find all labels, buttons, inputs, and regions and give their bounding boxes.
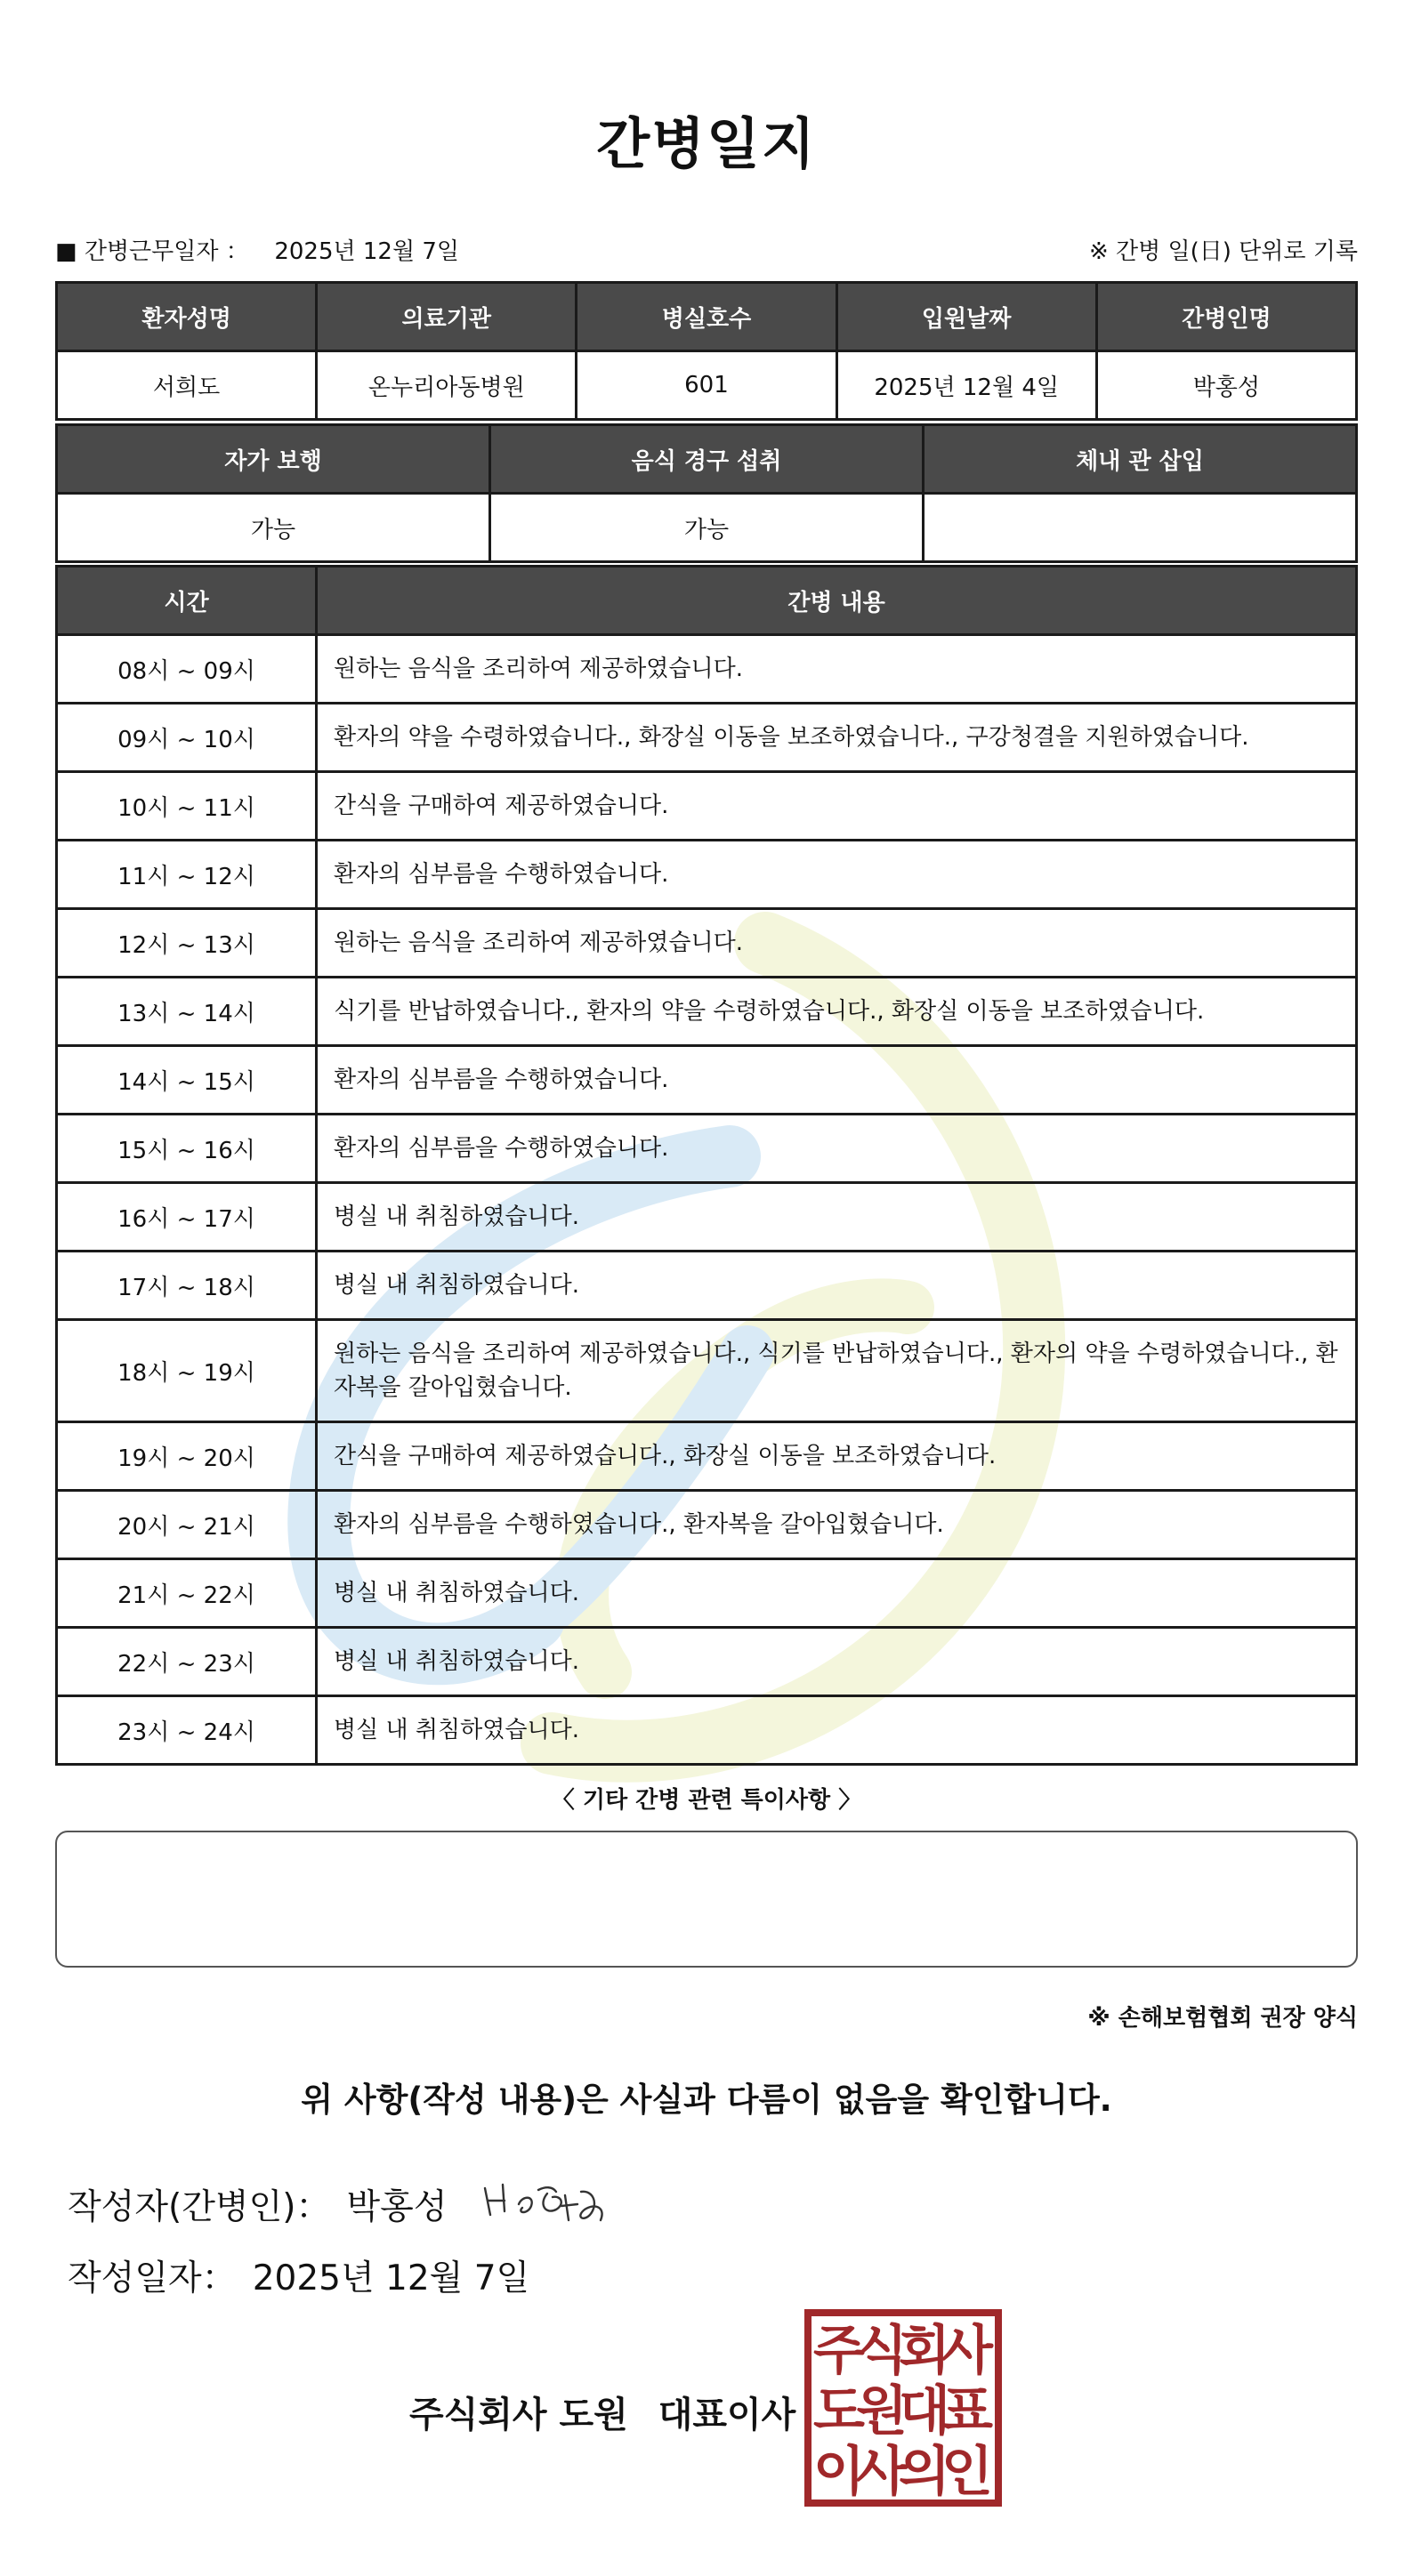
written-date-line xyxy=(68,2250,529,2300)
log-time: 12시 ~ 13시 xyxy=(57,909,317,978)
ability-value-row xyxy=(57,494,1357,562)
care-log-table xyxy=(55,565,1358,1766)
header-time: 시간 xyxy=(57,567,317,635)
patient-name: 서희도 xyxy=(57,351,317,420)
log-row xyxy=(57,1115,1357,1183)
log-row xyxy=(57,704,1357,772)
log-row xyxy=(57,772,1357,841)
header-patient-name: 환자성명 xyxy=(57,283,317,351)
header-caregiver: 간병인명 xyxy=(1096,283,1356,351)
svg-text:도: 도 xyxy=(813,2380,865,2443)
log-content: 병실 내 취침하였습니다. xyxy=(317,1252,1357,1320)
log-time: 18시 ~ 19시 xyxy=(57,1320,317,1422)
unit-note: ※ 간병 일(日) 단위로 기록 xyxy=(1088,238,1358,265)
log-time: 14시 ~ 15시 xyxy=(57,1046,317,1115)
log-content: 식기를 반납하였습니다., 환자의 약을 수령하였습니다., 화장실 이동을 보조하였습니다. xyxy=(317,978,1357,1046)
log-content: 간식을 구매하여 제공하였습니다. xyxy=(317,772,1357,841)
author-line xyxy=(68,2179,448,2229)
company-name: 주식회사 도원 xyxy=(409,2395,628,2435)
patient-info-table xyxy=(55,281,1358,421)
log-row xyxy=(57,978,1357,1046)
log-row xyxy=(57,1252,1357,1320)
log-content: 환자의 심부름을 수행하였습니다. xyxy=(317,841,1357,909)
confirmation-statement: 위 사항(작성 내용)은 사실과 다름이 없음을 확인합니다. xyxy=(301,2081,1112,2119)
log-time: 19시 ~ 20시 xyxy=(57,1422,317,1491)
log-time: 11시 ~ 12시 xyxy=(57,841,317,909)
log-time: 09시 ~ 10시 xyxy=(57,704,317,772)
svg-text:주: 주 xyxy=(813,2320,865,2382)
log-header-row xyxy=(57,567,1357,635)
log-row xyxy=(57,841,1357,909)
work-date xyxy=(55,233,459,266)
recommended-form-note: ※ 손해보험협회 권장 양식 xyxy=(1087,2005,1358,2032)
log-time: 13시 ~ 14시 xyxy=(57,978,317,1046)
svg-text:사: 사 xyxy=(856,2441,908,2503)
svg-text:대: 대 xyxy=(899,2380,950,2443)
ability-header-row xyxy=(57,425,1357,494)
patient-value-row xyxy=(57,351,1357,420)
notes-title: 〈 기타 간병 관련 특이사항 〉 xyxy=(551,1787,862,1814)
log-content: 원하는 음식을 조리하여 제공하였습니다. xyxy=(317,635,1357,704)
header-oral-intake: 음식 경구 섭취 xyxy=(490,425,924,494)
log-row xyxy=(57,1320,1357,1422)
header-hospital: 의료기관 xyxy=(317,283,577,351)
log-time: 23시 ~ 24시 xyxy=(57,1696,317,1765)
log-row xyxy=(57,1696,1357,1765)
svg-text:표: 표 xyxy=(941,2380,993,2443)
log-content: 병실 내 취침하였습니다. xyxy=(317,1696,1357,1765)
log-time: 21시 ~ 22시 xyxy=(57,1559,317,1628)
log-row xyxy=(57,1491,1357,1559)
work-date-value: 2025년 12월 7일 xyxy=(274,238,459,265)
company-signature xyxy=(409,2387,795,2437)
log-time: 10시 ~ 11시 xyxy=(57,772,317,841)
log-row xyxy=(57,1628,1357,1696)
svg-text:사: 사 xyxy=(941,2320,993,2382)
log-time: 20시 ~ 21시 xyxy=(57,1491,317,1559)
author-name: 박홍성 xyxy=(346,2187,448,2227)
handwritten-signature xyxy=(476,2169,618,2240)
room-number: 601 xyxy=(577,351,836,420)
svg-text:이: 이 xyxy=(813,2441,865,2503)
log-content: 환자의 약을 수령하였습니다., 화장실 이동을 보조하였습니다., 구강청결을 지원하였습니다. xyxy=(317,704,1357,772)
svg-text:의: 의 xyxy=(899,2441,950,2503)
patient-header-row xyxy=(57,283,1357,351)
svg-text:식: 식 xyxy=(856,2320,908,2382)
patient-ability-table xyxy=(55,423,1358,563)
header-tube-insertion: 체내 관 삽입 xyxy=(924,425,1357,494)
company-seal xyxy=(803,2308,1003,2508)
log-row xyxy=(57,635,1357,704)
log-row xyxy=(57,1422,1357,1491)
tube-insertion-value xyxy=(924,494,1357,562)
header-self-walking: 자가 보행 xyxy=(57,425,490,494)
svg-text:인: 인 xyxy=(941,2441,993,2503)
log-content: 환자의 심부름을 수행하였습니다. xyxy=(317,1046,1357,1115)
log-content: 병실 내 취침하였습니다. xyxy=(317,1559,1357,1628)
log-content: 간식을 구매하여 제공하였습니다., 화장실 이동을 보조하였습니다. xyxy=(317,1422,1357,1491)
notes-box xyxy=(55,1831,1358,1968)
self-walking-value: 가능 xyxy=(57,494,490,562)
log-content: 환자의 심부름을 수행하였습니다. xyxy=(317,1115,1357,1183)
header-care-content: 간병 내용 xyxy=(317,567,1357,635)
admission-date: 2025년 12월 4일 xyxy=(836,351,1096,420)
author-label: 작성자(간병인)： xyxy=(68,2187,331,2227)
work-date-label: ■ 간병근무일자 ： xyxy=(55,238,249,265)
log-content: 병실 내 취침하였습니다. xyxy=(317,1628,1357,1696)
svg-text:원: 원 xyxy=(856,2380,908,2443)
log-row xyxy=(57,1559,1357,1628)
header-admission-date: 입원날짜 xyxy=(836,283,1096,351)
page-title: 간병일지 xyxy=(596,111,817,176)
written-date-label: 작성일자： xyxy=(68,2258,237,2298)
header-room: 병실호수 xyxy=(577,283,836,351)
log-time: 15시 ~ 16시 xyxy=(57,1115,317,1183)
log-content: 원하는 음식을 조리하여 제공하였습니다. xyxy=(317,909,1357,978)
log-time: 08시 ~ 09시 xyxy=(57,635,317,704)
caregiver-name: 박홍성 xyxy=(1096,351,1356,420)
care-log-rows xyxy=(57,635,1357,1765)
log-content: 환자의 심부름을 수행하였습니다., 환자복을 갈아입혔습니다. xyxy=(317,1491,1357,1559)
log-time: 17시 ~ 18시 xyxy=(57,1252,317,1320)
log-content: 원하는 음식을 조리하여 제공하였습니다., 식기를 반납하였습니다., 환자의 약을 수령하였습니다., 환자복을 갈아입혔습니다. xyxy=(317,1320,1357,1422)
written-date-value: 2025년 12월 7일 xyxy=(252,2258,530,2298)
log-time: 22시 ~ 23시 xyxy=(57,1628,317,1696)
log-row xyxy=(57,1046,1357,1115)
log-content: 병실 내 취침하였습니다. xyxy=(317,1183,1357,1252)
log-row xyxy=(57,1183,1357,1252)
svg-text:회: 회 xyxy=(899,2320,950,2382)
log-time: 16시 ~ 17시 xyxy=(57,1183,317,1252)
hospital-name: 온누리아동병원 xyxy=(317,351,577,420)
log-row xyxy=(57,909,1357,978)
company-role: 대표이사 xyxy=(658,2395,796,2435)
oral-intake-value: 가능 xyxy=(490,494,924,562)
